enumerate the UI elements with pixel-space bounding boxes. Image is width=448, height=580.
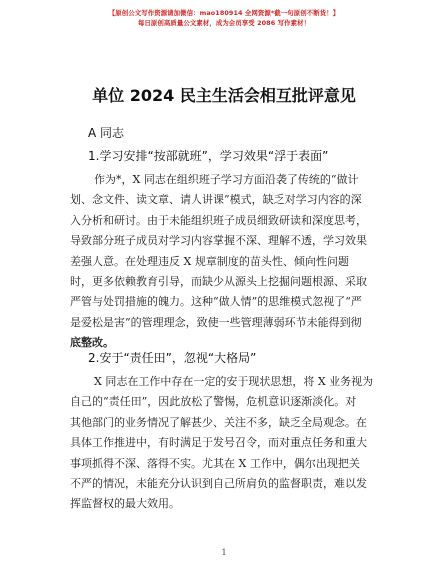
section-2-heading: 2.安于“责任田”，忽视“大格局” (88, 351, 257, 365)
section-1-paragraph (70, 170, 380, 354)
paragraph-line: 入分析和研讨。由于未能组织班子成员细致研读和深度思考， (70, 213, 367, 227)
paragraph-line: 划、念文件、读文章、请人讲课”模式，缺乏对学习内容的深 (70, 193, 362, 207)
paragraph-line: 导致部分班子成员对学习内容掌握不深、理解不透，学习效果 (70, 234, 367, 248)
paragraph-line: 自己的“责任田”，因此放松了警惕，危机意识逐渐淡化。对 (70, 395, 357, 409)
paragraph-line: 是爱松是害”的管理理念，致使一些管理薄弱环节未能得到彻 (70, 315, 362, 329)
paragraph-line: 事项抓得不深、落得不实。尤其在 X 工作中，偶尔出现把关 (70, 456, 360, 470)
paragraph-line: 时，更多依赖教育引导，而缺少从源头上挖掘问题根源、采取 (70, 275, 367, 289)
paragraph-line: 不严的情况，未能充分认识到自己所肩负的监督职责，难以发 (70, 477, 367, 491)
section-1-heading: 1.学习安排“按部就班”，学习效果“浮于表面” (88, 149, 329, 163)
paragraph-line: 其他部门的业务情况了解甚少、关注不多，缺乏全局观念。在 (70, 415, 367, 429)
paragraph-line: 底整改。 (70, 336, 114, 350)
banner-line-2: 每日原创高质量公文素材，成为会员享受 2086 写作素材！ (137, 19, 311, 27)
banner-line-1: 【原创公文写作资源请加微信：mao180914 全网资源*截一句原创不断货！】 (108, 9, 340, 17)
paragraph-line: 严管与处罚措施的魄力。这种“做人情”的思维模式忽视了“严 (70, 295, 362, 309)
section-2-paragraph (70, 372, 380, 515)
paragraph-line: 挥监督权的最大效用。 (70, 497, 180, 511)
page-number: 1 (221, 548, 227, 557)
document-title: 单位 2024 民主生活会相互批评意见 (92, 86, 356, 105)
person-heading: A 同志 (88, 126, 125, 140)
paragraph-line: 具体工作推进中，有时满足于发号召令，而对重点任务和重大 (70, 436, 367, 450)
paragraph-line: 差强人意。在处理违反 X 规章制度的苗头性、倾向性问题 (70, 254, 349, 268)
paragraph-line: 作为*，X 同志在组织班子学习方面沿袭了传统的“做计 (94, 173, 359, 186)
header-banner (0, 8, 448, 28)
paragraph-line: X 同志在工作中存在一定的安于现状思想，将 X 业务视为 (94, 375, 374, 388)
